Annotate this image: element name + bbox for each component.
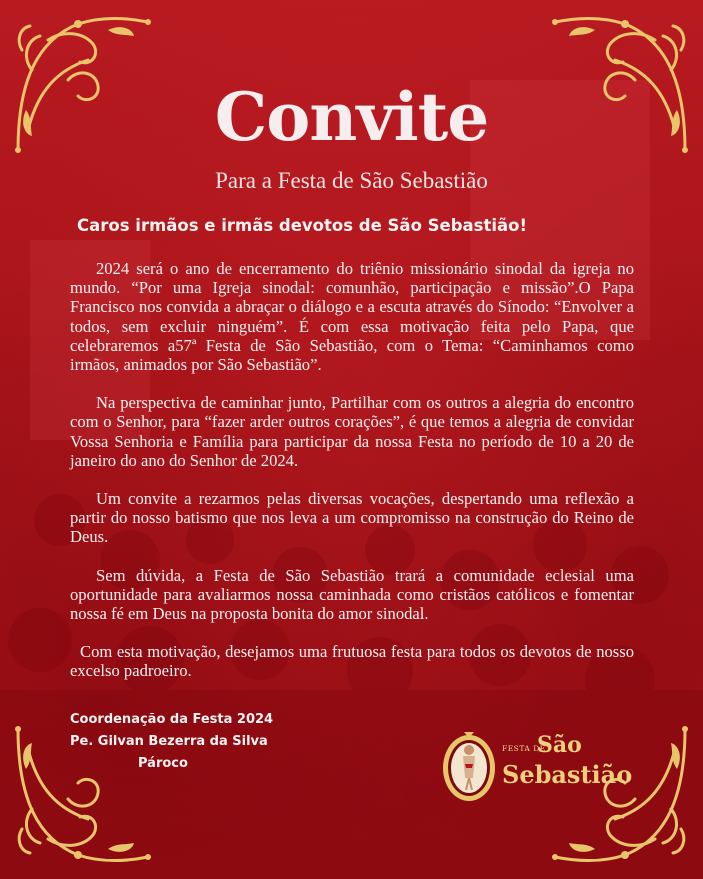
paragraph: Um convite a rezarmos pelas diversas vocações, despertando uma reflexão a partir do nosso batismo que nos leva a um compromisso na construção do Reino de Deus. <box>70 489 634 547</box>
signature-block <box>70 709 273 775</box>
saint-medallion-icon <box>440 728 498 804</box>
logo-sao: São <box>537 732 582 758</box>
signature-role: Pároco <box>138 756 188 771</box>
greeting-heading: Caros irmãos e irmãs devotos de São Sebastião! <box>77 216 528 235</box>
paragraph: Na perspectiva de caminhar junto, Partilhar com os outros a alegria do encontro com o Senhor, para “fazer arder outros corações”, é que temos a alegria de convidar Vossa Senhoria e Família para participar da nossa Festa no período de 10 a 20 de janeiro do ano do Senhor de 2024. <box>70 393 634 470</box>
page-title: Convite <box>214 78 489 156</box>
signature-coordination: Coordenação da Festa 2024 <box>70 712 274 727</box>
logo-sebastiao: Sebastião <box>502 760 633 789</box>
paragraph: 2024 será o ano de encerramento do triênio missionário sinodal da igreja no mundo. “Por uma Igreja sinodal: comunhão, participação e missão”.O Papa Francisco nos convida a abraçar o diálogo e a escuta através do Sínodo: “Envolver a todos, sem excluir ninguém”. É com essa motivação feita pelo Papa, que celebraremos a57ª Festa de São Sebastião, com o Tema: “Caminhamos como irmãos, animados por São Sebastião”. <box>70 259 634 375</box>
paragraph: Sem dúvida, a Festa de São Sebastião trará a comunidade eclesial uma oportunidade para avaliarmos nossa caminhada como cristãos católicos e fomentar nossa fé em Deus na proposta bonita do amor sinodal. <box>70 565 634 624</box>
signature-priest-name: Pe. Gilvan Bezerra da Silva <box>70 734 268 749</box>
invitation-body <box>70 259 634 700</box>
paragraph: Com esta motivação, desejamos uma frutuosa festa para todos os devotos de nosso excelso padroeiro. <box>70 642 634 681</box>
page-subtitle: Para a Festa de São Sebastião <box>215 168 488 193</box>
festa-logo <box>440 728 633 808</box>
logo-festa-de: FESTA DE <box>502 744 546 753</box>
